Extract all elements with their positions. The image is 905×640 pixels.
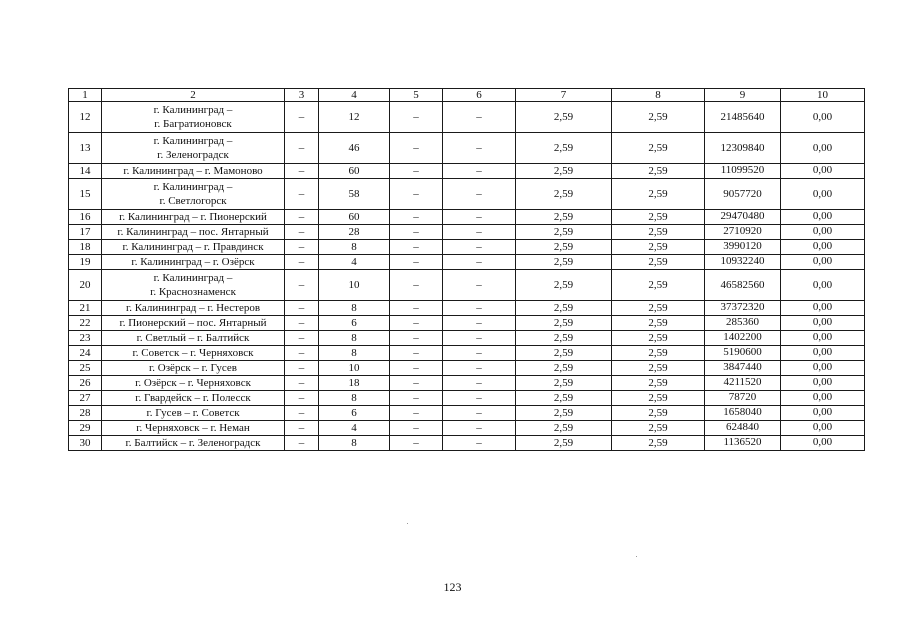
cell-c4: 60 [319, 210, 390, 225]
route-line: г. Черняховск – г. Неман [136, 422, 250, 434]
row-number-cell: 25 [69, 361, 102, 376]
row-number-cell: 30 [69, 436, 102, 451]
route-cell [102, 179, 285, 210]
route-cell [102, 391, 285, 406]
cell-c10: 0,00 [781, 346, 865, 361]
cell-c6: – [443, 436, 516, 451]
cell-c8: 2,59 [612, 331, 705, 346]
cell-c5: – [390, 376, 443, 391]
route-cell [102, 133, 285, 164]
cell-c4: 6 [319, 316, 390, 331]
row-number-cell: 27 [69, 391, 102, 406]
route-line: г. Калининград – г. Правдинск [122, 241, 264, 253]
cell-c4: 46 [319, 133, 390, 164]
column-header: 6 [443, 89, 516, 102]
cell-c3: – [285, 255, 319, 270]
cell-c3: – [285, 361, 319, 376]
route-line: г. Балтийск – г. Зеленоградск [125, 437, 261, 449]
route-cell [102, 436, 285, 451]
cell-c9: 10932240 [705, 255, 781, 270]
cell-c6: – [443, 391, 516, 406]
row-number-cell: 17 [69, 225, 102, 240]
table-row [69, 406, 865, 421]
cell-c10: 0,00 [781, 133, 865, 164]
cell-c7: 2,59 [516, 436, 612, 451]
cell-c9: 29470480 [705, 210, 781, 225]
cell-c8: 2,59 [612, 391, 705, 406]
cell-c6: – [443, 346, 516, 361]
cell-c6: – [443, 225, 516, 240]
cell-c3: – [285, 133, 319, 164]
column-header: 3 [285, 89, 319, 102]
cell-c10: 0,00 [781, 316, 865, 331]
table-row [69, 210, 865, 225]
column-header: 4 [319, 89, 390, 102]
cell-c8: 2,59 [612, 346, 705, 361]
cell-c7: 2,59 [516, 102, 612, 133]
cell-c10: 0,00 [781, 376, 865, 391]
cell-c10: 0,00 [781, 361, 865, 376]
cell-c3: – [285, 270, 319, 301]
cell-c6: – [443, 179, 516, 210]
row-number-cell: 24 [69, 346, 102, 361]
cell-c3: – [285, 210, 319, 225]
route-line: г. Калининград – г. Пионерский [119, 211, 267, 223]
table-row [69, 164, 865, 179]
cell-c4: 8 [319, 301, 390, 316]
cell-c7: 2,59 [516, 164, 612, 179]
cell-c7: 2,59 [516, 346, 612, 361]
cell-c5: – [390, 316, 443, 331]
cell-c9: 21485640 [705, 102, 781, 133]
cell-c5: – [390, 102, 443, 133]
cell-c7: 2,59 [516, 301, 612, 316]
route-line: г. Багратионовск [154, 118, 232, 130]
cell-c9: 78720 [705, 391, 781, 406]
scan-speck [407, 523, 408, 524]
cell-c4: 12 [319, 102, 390, 133]
row-number-cell: 13 [69, 133, 102, 164]
cell-c9: 46582560 [705, 270, 781, 301]
table-header-row [69, 89, 865, 102]
cell-c6: – [443, 316, 516, 331]
cell-c5: – [390, 361, 443, 376]
cell-c5: – [390, 270, 443, 301]
cell-c10: 0,00 [781, 225, 865, 240]
table-row [69, 225, 865, 240]
cell-c5: – [390, 255, 443, 270]
route-line: г. Озёрск – г. Гусев [149, 362, 237, 374]
cell-c10: 0,00 [781, 210, 865, 225]
cell-c5: – [390, 240, 443, 255]
cell-c8: 2,59 [612, 102, 705, 133]
table-row [69, 346, 865, 361]
route-line: г. Калининград – [153, 104, 233, 116]
page-number: 123 [443, 580, 462, 594]
scan-speck [636, 556, 637, 557]
cell-c3: – [285, 225, 319, 240]
row-number-cell: 21 [69, 301, 102, 316]
cell-c10: 0,00 [781, 270, 865, 301]
cell-c6: – [443, 406, 516, 421]
cell-c4: 6 [319, 406, 390, 421]
cell-c8: 2,59 [612, 270, 705, 301]
cell-c8: 2,59 [612, 421, 705, 436]
route-cell [102, 361, 285, 376]
row-number-cell: 19 [69, 255, 102, 270]
cell-c3: – [285, 301, 319, 316]
cell-c9: 11099520 [705, 164, 781, 179]
table-row [69, 421, 865, 436]
route-cell [102, 301, 285, 316]
cell-c5: – [390, 406, 443, 421]
cell-c7: 2,59 [516, 179, 612, 210]
route-cell [102, 346, 285, 361]
route-cell [102, 164, 285, 179]
cell-c5: – [390, 421, 443, 436]
cell-c10: 0,00 [781, 164, 865, 179]
cell-c3: – [285, 421, 319, 436]
cell-c8: 2,59 [612, 240, 705, 255]
column-header: 2 [102, 89, 285, 102]
cell-c3: – [285, 436, 319, 451]
route-line: г. Озёрск – г. Черняховск [135, 377, 251, 389]
cell-c4: 4 [319, 421, 390, 436]
cell-c3: – [285, 391, 319, 406]
table-row [69, 301, 865, 316]
cell-c9: 2710920 [705, 225, 781, 240]
cell-c5: – [390, 436, 443, 451]
route-cell [102, 376, 285, 391]
cell-c9: 285360 [705, 316, 781, 331]
cell-c8: 2,59 [612, 376, 705, 391]
route-line: г. Краснознаменск [150, 286, 236, 298]
route-cell [102, 331, 285, 346]
route-line: г. Калининград – г. Нестеров [125, 302, 261, 314]
row-number-cell: 16 [69, 210, 102, 225]
cell-c8: 2,59 [612, 133, 705, 164]
cell-c9: 12309840 [705, 133, 781, 164]
cell-c6: – [443, 164, 516, 179]
row-number-cell: 23 [69, 331, 102, 346]
route-cell [102, 316, 285, 331]
cell-c8: 2,59 [612, 301, 705, 316]
cell-c6: – [443, 421, 516, 436]
cell-c5: – [390, 346, 443, 361]
row-number-cell: 14 [69, 164, 102, 179]
cell-c7: 2,59 [516, 376, 612, 391]
cell-c6: – [443, 301, 516, 316]
column-header: 10 [781, 89, 865, 102]
cell-c10: 0,00 [781, 255, 865, 270]
table-row [69, 179, 865, 210]
table-row [69, 316, 865, 331]
table-row [69, 361, 865, 376]
route-line: г. Калининград – [153, 181, 233, 193]
cell-c5: – [390, 301, 443, 316]
cell-c3: – [285, 346, 319, 361]
column-header: 5 [390, 89, 443, 102]
table-row [69, 133, 865, 164]
table-row [69, 436, 865, 451]
cell-c8: 2,59 [612, 406, 705, 421]
cell-c6: – [443, 102, 516, 133]
cell-c3: – [285, 240, 319, 255]
table-row [69, 240, 865, 255]
cell-c3: – [285, 179, 319, 210]
row-number-cell: 26 [69, 376, 102, 391]
route-cell [102, 406, 285, 421]
cell-c10: 0,00 [781, 102, 865, 133]
cell-c4: 8 [319, 240, 390, 255]
cell-c9: 37372320 [705, 301, 781, 316]
route-line: г. Калининград – [153, 272, 233, 284]
cell-c8: 2,59 [612, 255, 705, 270]
cell-c10: 0,00 [781, 240, 865, 255]
cell-c7: 2,59 [516, 210, 612, 225]
cell-c7: 2,59 [516, 361, 612, 376]
route-line: г. Калининград – [153, 135, 233, 147]
cell-c8: 2,59 [612, 210, 705, 225]
cell-c4: 10 [319, 361, 390, 376]
route-line: г. Калининград – г. Мамоново [123, 165, 263, 177]
cell-c5: – [390, 133, 443, 164]
row-number-cell: 15 [69, 179, 102, 210]
column-header: 9 [705, 89, 781, 102]
route-cell [102, 270, 285, 301]
row-number-cell: 22 [69, 316, 102, 331]
route-line: г. Калининград – пос. Янтарный [117, 226, 269, 238]
cell-c7: 2,59 [516, 391, 612, 406]
cell-c4: 58 [319, 179, 390, 210]
cell-c7: 2,59 [516, 240, 612, 255]
cell-c10: 0,00 [781, 179, 865, 210]
row-number-cell: 20 [69, 270, 102, 301]
cell-c4: 10 [319, 270, 390, 301]
row-number-cell: 18 [69, 240, 102, 255]
cell-c3: – [285, 406, 319, 421]
cell-c8: 2,59 [612, 164, 705, 179]
cell-c8: 2,59 [612, 316, 705, 331]
cell-c6: – [443, 270, 516, 301]
route-cell [102, 225, 285, 240]
table-row [69, 331, 865, 346]
cell-c9: 3990120 [705, 240, 781, 255]
route-cell [102, 210, 285, 225]
cell-c10: 0,00 [781, 301, 865, 316]
cell-c7: 2,59 [516, 270, 612, 301]
cell-c4: 4 [319, 255, 390, 270]
cell-c6: – [443, 133, 516, 164]
cell-c7: 2,59 [516, 421, 612, 436]
table-row [69, 102, 865, 133]
cell-c9: 5190600 [705, 346, 781, 361]
cell-c5: – [390, 331, 443, 346]
route-line: г. Гусев – г. Советск [146, 407, 240, 419]
table-row [69, 376, 865, 391]
column-header: 8 [612, 89, 705, 102]
cell-c9: 1136520 [705, 436, 781, 451]
route-line: г. Советск – г. Черняховск [132, 347, 254, 359]
cell-c9: 624840 [705, 421, 781, 436]
cell-c7: 2,59 [516, 255, 612, 270]
cell-c8: 2,59 [612, 361, 705, 376]
route-line: г. Зеленоградск [157, 149, 229, 161]
route-line: г. Светлогорск [159, 195, 227, 207]
cell-c9: 1402200 [705, 331, 781, 346]
cell-c4: 8 [319, 331, 390, 346]
route-cell [102, 102, 285, 133]
cell-c4: 60 [319, 164, 390, 179]
table-row [69, 391, 865, 406]
cell-c4: 8 [319, 436, 390, 451]
column-header: 7 [516, 89, 612, 102]
cell-c7: 2,59 [516, 406, 612, 421]
cell-c6: – [443, 331, 516, 346]
cell-c10: 0,00 [781, 436, 865, 451]
cell-c7: 2,59 [516, 225, 612, 240]
route-line: г. Пионерский – пос. Янтарный [119, 317, 267, 329]
route-line: г. Светлый – г. Балтийск [136, 332, 250, 344]
cell-c8: 2,59 [612, 179, 705, 210]
cell-c8: 2,59 [612, 436, 705, 451]
cell-c5: – [390, 164, 443, 179]
cell-c7: 2,59 [516, 316, 612, 331]
cell-c6: – [443, 376, 516, 391]
cell-c10: 0,00 [781, 406, 865, 421]
cell-c8: 2,59 [612, 225, 705, 240]
cell-c7: 2,59 [516, 331, 612, 346]
table-row [69, 255, 865, 270]
cell-c4: 8 [319, 346, 390, 361]
cell-c5: – [390, 210, 443, 225]
cell-c6: – [443, 240, 516, 255]
cell-c3: – [285, 164, 319, 179]
cell-c9: 3847440 [705, 361, 781, 376]
column-header: 1 [69, 89, 102, 102]
cell-c6: – [443, 361, 516, 376]
cell-c5: – [390, 179, 443, 210]
route-line: г. Калининград – г. Озёрск [131, 256, 255, 268]
cell-c4: 8 [319, 391, 390, 406]
route-cell [102, 255, 285, 270]
cell-c3: – [285, 331, 319, 346]
cell-c6: – [443, 255, 516, 270]
cell-c9: 9057720 [705, 179, 781, 210]
table-row [69, 270, 865, 301]
cell-c5: – [390, 391, 443, 406]
cell-c3: – [285, 376, 319, 391]
row-number-cell: 12 [69, 102, 102, 133]
cell-c4: 28 [319, 225, 390, 240]
cell-c9: 4211520 [705, 376, 781, 391]
cell-c3: – [285, 102, 319, 133]
cell-c6: – [443, 210, 516, 225]
cell-c10: 0,00 [781, 391, 865, 406]
cell-c3: – [285, 316, 319, 331]
cell-c5: – [390, 225, 443, 240]
routes-table [68, 88, 865, 451]
route-cell [102, 421, 285, 436]
route-line: г. Гвардейск – г. Полесск [135, 392, 251, 404]
cell-c10: 0,00 [781, 421, 865, 436]
row-number-cell: 28 [69, 406, 102, 421]
cell-c4: 18 [319, 376, 390, 391]
row-number-cell: 29 [69, 421, 102, 436]
route-cell [102, 240, 285, 255]
cell-c7: 2,59 [516, 133, 612, 164]
cell-c9: 1658040 [705, 406, 781, 421]
cell-c10: 0,00 [781, 331, 865, 346]
